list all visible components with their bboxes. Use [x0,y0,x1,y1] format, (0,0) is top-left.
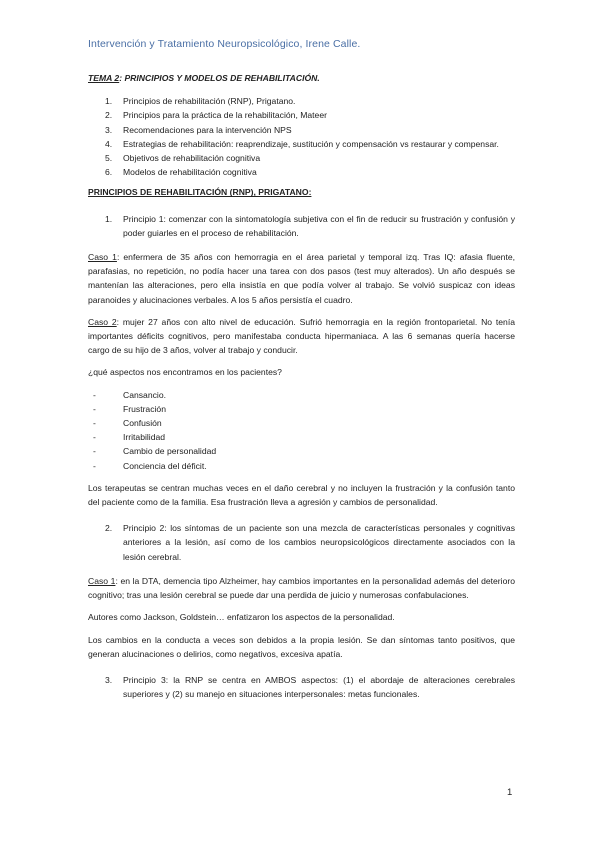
principle-number: 3. [105,674,113,685]
document-body [88,71,515,711]
principle-text: Principio 2: los síntomas de un paciente son una mezcla de características personales y cognitivas anteriores a la lesión, así como de los cambios neuropsicológicos directamente asociados con la lesión cerebral. [123,523,515,562]
list-item-text: Confusión [123,418,162,429]
dash-marker: - [93,432,96,443]
list-item [88,388,515,402]
list-item-number: 3. [105,124,113,135]
dash-marker: - [93,460,96,471]
case-text: : enfermera de 35 años con hemorragia en el área parietal y temporal izq. Tras IQ: afasia fluente, parafasias, no repetición, no podía hacer una tarea con dos pasos (test muy alterados). Un año después se mantenían las alteraciones, pero ella insistía en que podía volver al trabajo. Se volvió suspicaz con ideas paranoides y alucinaciones verbales. A los 5 años persistía el cuadro. [88,252,515,305]
list-item-text: Estrategias de rehabilitación: reaprendizaje, sustitución y compensación vs restaurar y compensar. [123,138,499,149]
list-item [88,444,515,458]
list-item [88,123,515,137]
topic-title [88,71,515,85]
principle-text: Principio 1: comenzar con la sintomatología subjetiva con el fin de reducir su frustración y confusión y poder guiarles en el proceso de rehabilitación. [123,213,515,238]
list-item [88,165,515,179]
list-item [88,94,515,108]
principle-2 [88,521,515,564]
case-text: : en la DTA, demencia tipo Alzheimer, hay cambios importantes en la personalidad además del deterioro cognitivo; tras una lesión cerebral se puede dar una perdida de juicio y numerosas confabulaciones. [88,575,515,601]
authors-paragraph: Autores como Jackson, Goldstein… enfatizaron los aspectos de la personalidad. [88,612,395,623]
principle-3 [88,673,515,701]
topic-title-text: : PRINCIPIOS Y MODELOS DE REHABILITACIÓN. [119,73,320,83]
principle-number: 2. [105,523,113,534]
list-item [88,459,515,473]
list-item-number: 5. [105,153,113,164]
section-title: PRINCIPIOS DE REHABILITACIÓN (RNP), PRIGATANO: [88,187,312,198]
list-item-text: Frustración [123,403,166,414]
page-header: Intervención y Tratamiento Neuropsicológico, Irene Calle. [88,38,361,50]
case-text: : mujer 27 años con alto nivel de educación. Sufrió hemorragia en la región frontoparietal. No tenía importantes déficits cognitivos, pero manifestaba conducta hipermaniaca. A las 6 semanas quería hacerse cargo de su hijo de 3 años, volver al trabajo y conducir. [88,316,515,356]
list-item-number: 4. [105,138,113,149]
list-item [88,430,515,444]
aspects-list [88,388,515,473]
list-item [88,416,515,430]
list-item-number: 6. [105,167,113,178]
list-item [88,108,515,122]
question-paragraph: ¿qué aspectos nos encontramos en los pacientes? [88,367,282,378]
case-label: Caso 2 [88,316,117,327]
list-item [88,151,515,165]
case-2-paragraph [88,315,515,358]
behavior-changes-paragraph: Los cambios en la conducta a veces son debidos a la propia lesión. Se dan síntomas tanto positivos, que generan alucinaciones o delirios, como negativos, excesiva apatía. [88,634,515,659]
list-item-text: Irritabilidad [123,432,166,443]
dash-marker: - [93,389,96,400]
dash-marker: - [93,446,96,457]
case-label: Caso 1 [88,252,117,263]
principle-1 [88,212,515,240]
topic-number: TEMA 2 [88,73,120,83]
list-item-text: Cansancio. [123,389,166,400]
list-item-number: 2. [105,110,113,121]
case-1b-paragraph [88,574,515,602]
list-item-text: Recomendaciones para la intervención NPS [123,124,292,135]
list-item-text: Principios de rehabilitación (RNP), Prigatano. [123,96,296,107]
list-item-text: Cambio de personalidad [123,446,217,457]
list-item-text: Principios para la práctica de la rehabilitación, Mateer [123,110,327,121]
principle-text: Principio 3: la RNP se centra en AMBOS aspectos: (1) el abordaje de alteraciones cerebrales superiores y (2) su manejo en situaciones interpersonales: metas funcionales. [123,674,515,700]
list-item-number: 1. [105,96,113,107]
principle-number: 1. [105,213,113,224]
list-item-text: Modelos de rehabilitación cognitiva [123,167,257,178]
dash-marker: - [93,403,96,414]
page-number: 1 [507,787,513,798]
list-item [88,402,515,416]
therapists-paragraph: Los terapeutas se centran muchas veces en el daño cerebral y no incluyen la frustración y la confusión tanto del paciente como de la familia. Esa frustración lleva a agresión y cambios de personalidad. [88,482,515,508]
list-item [88,137,515,151]
list-item-text: Objetivos de rehabilitación cognitiva [123,153,261,164]
dash-marker: - [93,418,96,429]
list-item-text: Conciencia del déficit. [123,460,207,471]
topic-contents-list [88,94,515,179]
case-label: Caso 1 [88,575,116,586]
case-1-paragraph [88,250,515,307]
